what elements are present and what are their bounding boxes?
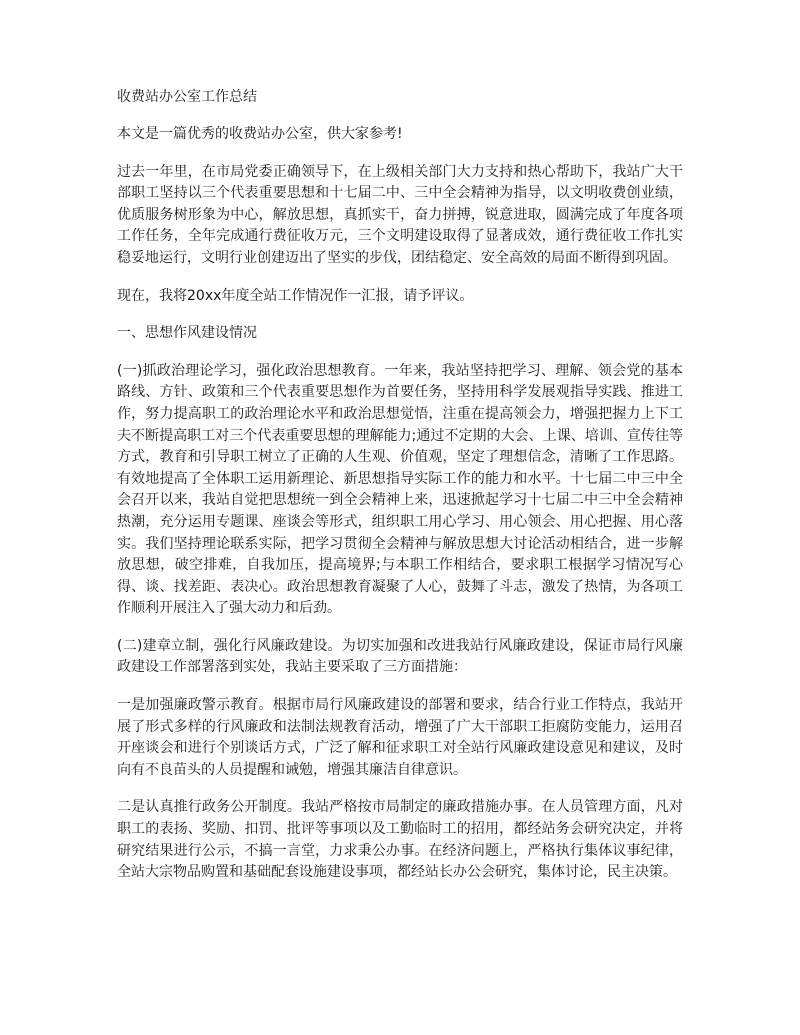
document-page <box>117 86 683 900</box>
transparency-paragraph: 二是认真推行政务公开制度。我站严格按市局制定的廉政措施办事。在人员管理方面，凡对职工的表扬、奖励、扣罚、批评等事项以及工勤临时工的招用，都经站务会研究决定，并将研究结果进行公示，不搞一言堂，力求秉公办事。在经济问题上，严格执行集体议事纪律，全站大宗物品购置和基础配套设施建设事项，都经站长办公会研究，集体讨论，民主决策。 <box>117 799 683 881</box>
integrity-education-paragraph: 一是加强廉政警示教育。根据市局行风廉政建设的部署和要求，结合行业工作特点，我站开展了形式多样的行风廉政和法制法规教育活动，增强了广大干部职工拒腐防变能力，运用召开座谈会和进行个别谈话方式，广泛了解和征求职工对全站行风廉政建设意见和建议，及时向有不良苗头的人员提醒和诫勉，增强其廉洁自律意识。 <box>117 697 683 778</box>
report-paragraph: 现在，我将20xx年度全站工作情况作一汇报，请予评议。 <box>117 287 474 304</box>
regulation-paragraph: (二)建章立制，强化行风廉政建设。为切实加强和改进我站行风廉政建设，保证市局行风廉政建设工作部署落到实处，我站主要采取了三方面措施： <box>117 637 683 676</box>
section-heading: 一、思想作风建设情况 <box>117 325 257 342</box>
political-study-paragraph: (一)抓政治理论学习，强化政治思想教育。一年来，我站坚持把学习、理解、领会党的基本路线、方针、政策和三个代表重要思想作为首要任务，坚持用科学发展观指导实践、推进工作，努力提高职工的政治理论水平和政治思想觉悟，注重在提高领会力，增强把握力上下工夫不断提高职工对三个代表重要思想的理解能力;通过不定期的大会、上课、培训、宣传往等方式，教育和引导职工树立了正确的人生观、价值观，坚定了理想信念，清晰了工作思路。有效地提高了全体职工运用新理论、新思想指导实际工作的能力和水平。十七届二中三中全会召开以来，我站自觉把思想统一到全会精神上来，迅速掀起学习十七届二中三中全会精神热潮，充分运用专题课、座谈会等形式，组织职工用心学习、用心领会、用心把握、用心落实。我们坚持理论联系实际，把学习贯彻全会精神与解放思想大讨论活动相结合，进一步解放思想，破空排难，自我加压，提高境界;与本职工作相结合，要求职工根据学习情况写心得、谈、找差距、表决心。政治思想教育凝聚了人心，鼓舞了斗志，激发了热情，为各项工作顺利开展注入了强大动力和后劲。 <box>117 362 683 617</box>
document-title: 收费站办公室工作总结 <box>117 89 257 105</box>
summary-paragraph: 过去一年里，在市局党委正确领导下，在上级相关部门大力支持和热心帮助下，我站广大干部职工坚持以三个代表重要思想和十七届二中、三中全会精神为指导，以文明收费创业绩，优质服务树形象为中心，解放思想，真抓实干，奋力拼搏，锐意进取，圆满完成了年度各项工作任务，全年完成通行费征收万元，三个文明建设取得了显著成效，通行费征收工作扎实稳妥地运行，文明行业创建迈出了坚实的步伐，团结稳定、安全高效的局面不断得到巩固。 <box>117 163 683 266</box>
intro-paragraph: 本文是一篇优秀的收费站办公室，供大家参考! <box>117 126 403 142</box>
